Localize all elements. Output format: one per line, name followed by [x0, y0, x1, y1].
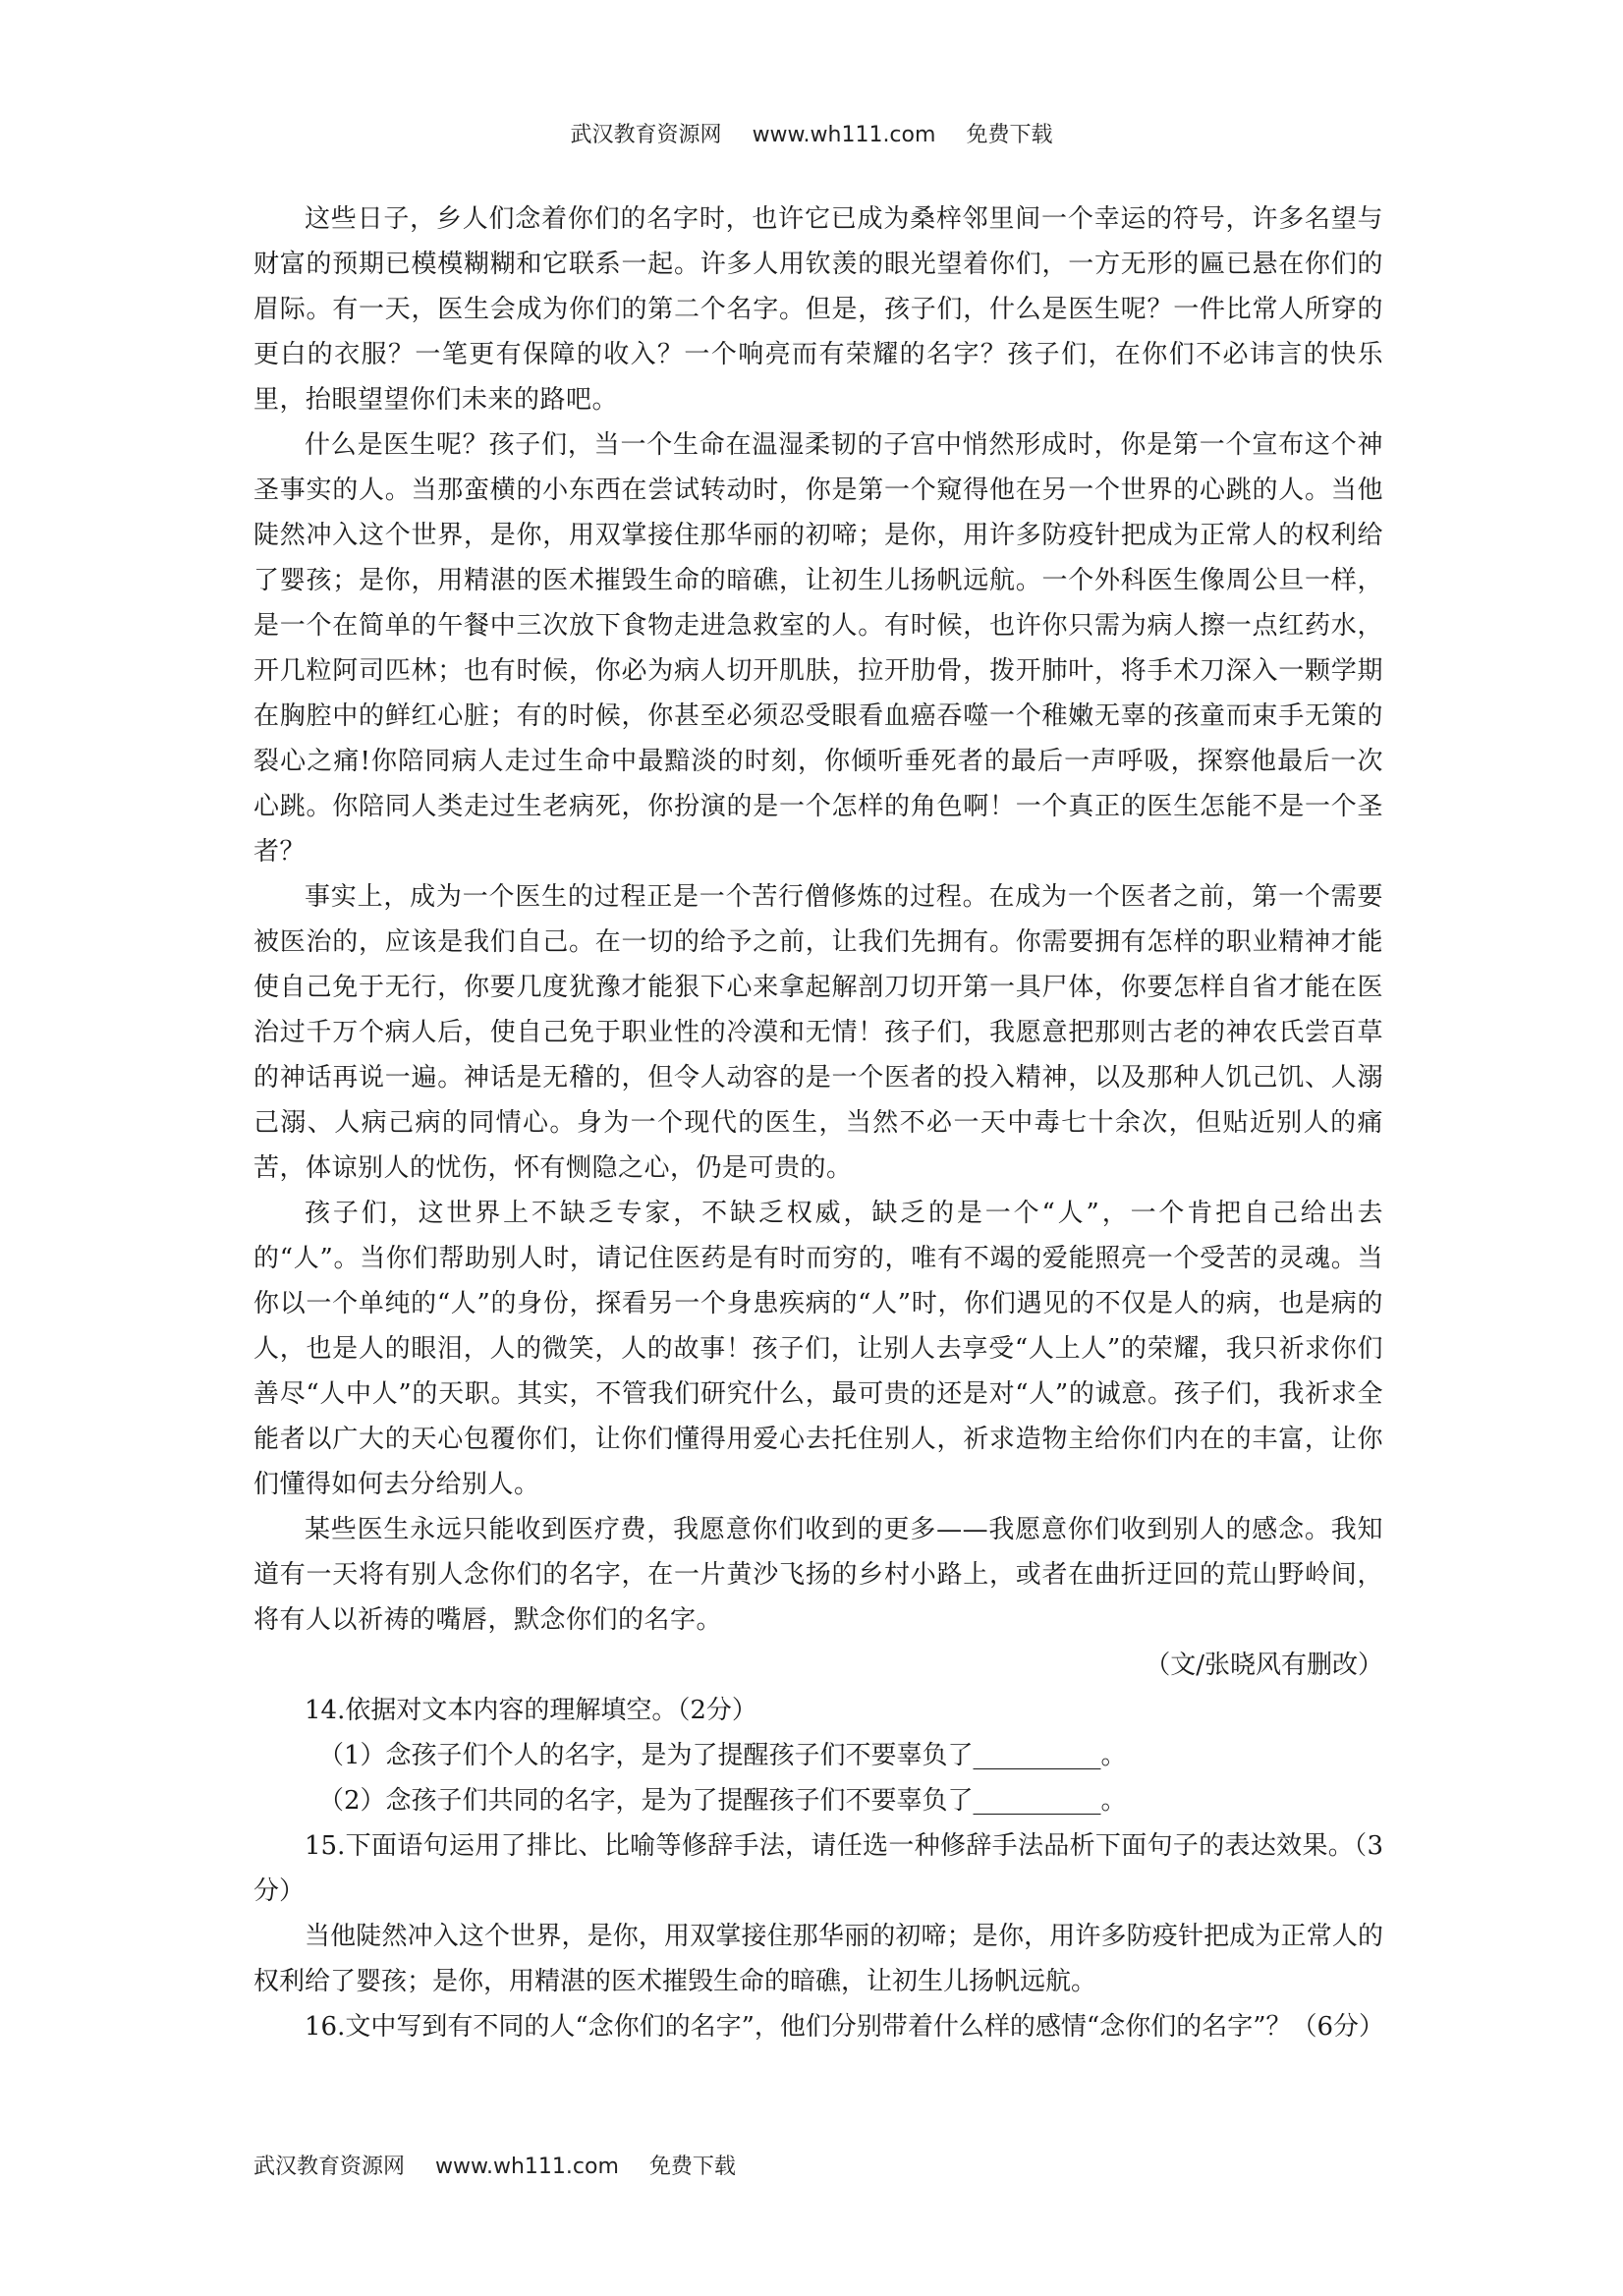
footer-tag: 免费下载	[648, 2155, 736, 2179]
article-paragraph-4: 孩子们，这世界上不缺乏专家，不缺乏权威，缺乏的是一个“人”，一个肯把自己给出去的“人”。当你们帮助别人时，请记住医药是有时而穷的，唯有不竭的爱能照亮一个受苦的灵魂。当你以一个单纯的“人”的身份，探看另一个身患疾病的“人”时，你们遇见的不仅是人的病，也是病的人，也是人的眼泪，人的微笑，人的故事！孩子们，让别人去享受“人上人”的荣耀，我只祈求你们善尽“人中人”的天职。其实，不管我们研究什么，最可贵的还是对“人”的诚意。孩子们，我祈求全能者以广大的天心包覆你们，让你们懂得用爱心去托住别人，祈求造物主给你们内在的丰富，让你们懂得如何去分给别人。	[253, 1199, 1383, 1499]
question-14-sub-2: （2）念孩子们共同的名字，是为了提醒孩子们不要辜负了__________。	[318, 1786, 1127, 1816]
article-paragraph-1: 这些日子，乡人们念着你们的名字时，也许它已成为桑梓邻里间一个幸运的符号，许多名望与财富的预期已模模糊糊和它联系一起。许多人用钦羡的眼光望着你们，一方无形的匾已悬在你们的眉际。有一天，医生会成为你们的第二个名字。但是，孩子们，什么是医生呢？一件比常人所穿的更白的衣服？一笔更有保障的收入？一个响亮而有荣耀的名字？孩子们，在你们不必讳言的快乐里，抬眼望望你们未来的路吧。	[253, 204, 1383, 415]
page-header	[0, 118, 1623, 148]
article-body	[253, 196, 1383, 2049]
header-tag: 免费下载	[966, 123, 1053, 147]
header-site-name: 武汉教育资源网	[570, 123, 722, 147]
article-paragraph-2: 什么是医生呢？孩子们，当一个生命在温湿柔韧的子宫中悄然形成时，你是第一个宣布这个神圣事实的人。当那蛮横的小东西在尝试转动时，你是第一个窥得他在另一个世界的心跳的人。当他陡然冲入这个世界，是你，用双掌接住那华丽的初啼；是你，用许多防疫针把成为正常人的权利给了婴孩；是你，用精湛的医术摧毁生命的暗礁，让初生儿扬帆远航。一个外科医生像周公旦一样，是一个在简单的午餐中三次放下食物走进急救室的人。有时候，也许你只需为病人擦一点红药水，开几粒阿司匹林；也有时候，你必为病人切开肌肤，拉开肋骨，拨开肺叶，将手术刀深入一颗学期在胸腔中的鲜红心脏；有的时候，你甚至必须忍受眼看血癌吞噬一个稚嫩无辜的孩童而束手无策的裂心之痛!你陪同病人走过生命中最黯淡的时刻，你倾听垂死者的最后一声呼吸，探察他最后一次心跳。你陪同人类走过生老病死，你扮演的是一个怎样的角色啊！一个真正的医生怎能不是一个圣者？	[253, 430, 1383, 867]
question-15-stem: 15.下面语句运用了排比、比喻等修辞手法，请任选一种修辞手法品析下面句子的表达效果。（3分）	[253, 1831, 1383, 1906]
question-15-quote: 当他陡然冲入这个世界，是你，用双掌接住那华丽的初啼；是你，用许多防疫针把成为正常人的权利给了婴孩；是你，用精湛的医术摧毁生命的暗礁，让初生儿扬帆远航。	[253, 1922, 1383, 1996]
footer-site-name: 武汉教育资源网	[253, 2155, 406, 2179]
question-14-stem: 14.依据对文本内容的理解填空。（2分）	[305, 1696, 757, 1725]
page-footer	[253, 2150, 759, 2180]
question-16-stem: 16.文中写到有不同的人“念你们的名字”，他们分别带着什么样的感情“念你们的名字”？（6分）	[305, 2012, 1385, 2042]
header-url[interactable]: www.wh111.com	[752, 123, 936, 147]
article-paragraph-3: 事实上，成为一个医生的过程正是一个苦行僧修炼的过程。在成为一个医者之前，第一个需要被医治的，应该是我们自己。在一切的给予之前，让我们先拥有。你需要拥有怎样的职业精神才能使自己免于无行，你要几度犹豫才能狠下心来拿起解剖刀切开第一具尸体，你要怎样自省才能在医治过千万个病人后，使自己免于职业性的冷漠和无情！孩子们，我愿意把那则古老的神农氏尝百草的神话再说一遍。神话是无稽的，但令人动容的是一个医者的投入精神，以及那种人饥己饥、人溺己溺、人病己病的同情心。身为一个现代的医生，当然不必一天中毒七十余次，但贴近别人的痛苦，体谅别人的忧伤，怀有恻隐之心，仍是可贵的。	[253, 882, 1383, 1183]
footer-url[interactable]: www.wh111.com	[435, 2155, 619, 2179]
question-14-sub-1: （1）念孩子们个人的名字，是为了提醒孩子们不要辜负了__________。	[318, 1741, 1127, 1770]
article-paragraph-5: 某些医生永远只能收到医疗费，我愿意你们收到的更多——我愿意你们收到别人的感念。我知道有一天将有别人念你们的名字，在一片黄沙飞扬的乡村小路上，或者在曲折迂回的荒山野岭间，将有人以祈祷的嘴唇，默念你们的名字。	[253, 1515, 1383, 1635]
article-attribution: （文/张晓风有删改）	[1145, 1651, 1383, 1680]
